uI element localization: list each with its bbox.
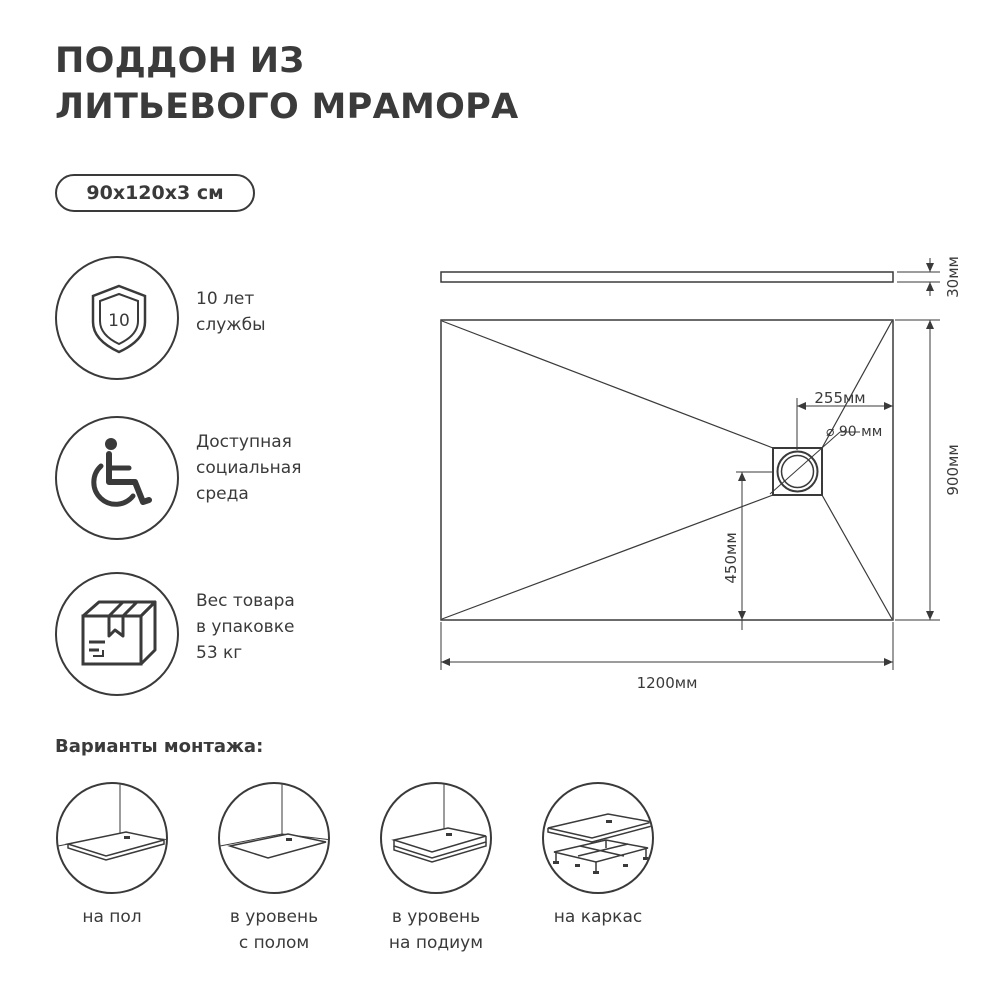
- feature-line: в упаковке: [196, 617, 295, 637]
- dim-width: 1200мм: [636, 674, 698, 692]
- mount-label-floor: [32, 904, 192, 930]
- tray-side-profile: [441, 272, 893, 282]
- title-line-1: ПОДДОН ИЗ: [55, 41, 305, 81]
- mounting-heading: Варианты монтажа:: [55, 736, 264, 757]
- dim-thickness: 30мм: [944, 256, 962, 298]
- feature-line: 10 лет: [196, 289, 255, 309]
- mount-option-floor: [56, 782, 168, 894]
- title-line-2: ЛИТЬЕВОГО МРАМОРА: [55, 87, 519, 127]
- shield-number: 10: [108, 311, 130, 331]
- feature-line: 53 кг: [196, 643, 243, 663]
- feature-line: Вес товара: [196, 591, 295, 611]
- mount-label-line: на пол: [82, 907, 142, 927]
- feature-line: социальная: [196, 458, 302, 478]
- flush-floor-mount-icon: [220, 784, 330, 894]
- floor-mount-icon: [58, 784, 168, 894]
- size-badge: 90x120x3 см: [55, 174, 255, 212]
- dim-drain-center: 450мм: [722, 532, 740, 584]
- tray-top-view: [441, 320, 893, 620]
- feature-line: службы: [196, 315, 266, 335]
- podium-mount-icon: [382, 784, 492, 894]
- mount-label-flush: [194, 904, 354, 956]
- mount-label-line: с полом: [238, 933, 310, 953]
- mount-option-flush: [218, 782, 330, 894]
- feature-line: среда: [196, 484, 249, 504]
- mount-label-line: в уровень: [391, 907, 481, 927]
- mount-label-line: на каркас: [553, 907, 643, 927]
- dim-height: 900мм: [944, 444, 962, 496]
- mount-label-line: на подиум: [388, 933, 484, 953]
- mount-option-podium: [380, 782, 492, 894]
- mount-option-frame: [542, 782, 654, 894]
- mount-label-podium: [356, 904, 516, 956]
- frame-mount-icon: [544, 784, 654, 894]
- dim-drain-diameter: ⌀ 90 мм: [826, 424, 883, 440]
- feature-line: Доступная: [196, 432, 292, 452]
- mount-label-line: в уровень: [229, 907, 319, 927]
- dim-drain-offset: 255мм: [814, 389, 866, 407]
- mount-label-frame: [518, 904, 678, 930]
